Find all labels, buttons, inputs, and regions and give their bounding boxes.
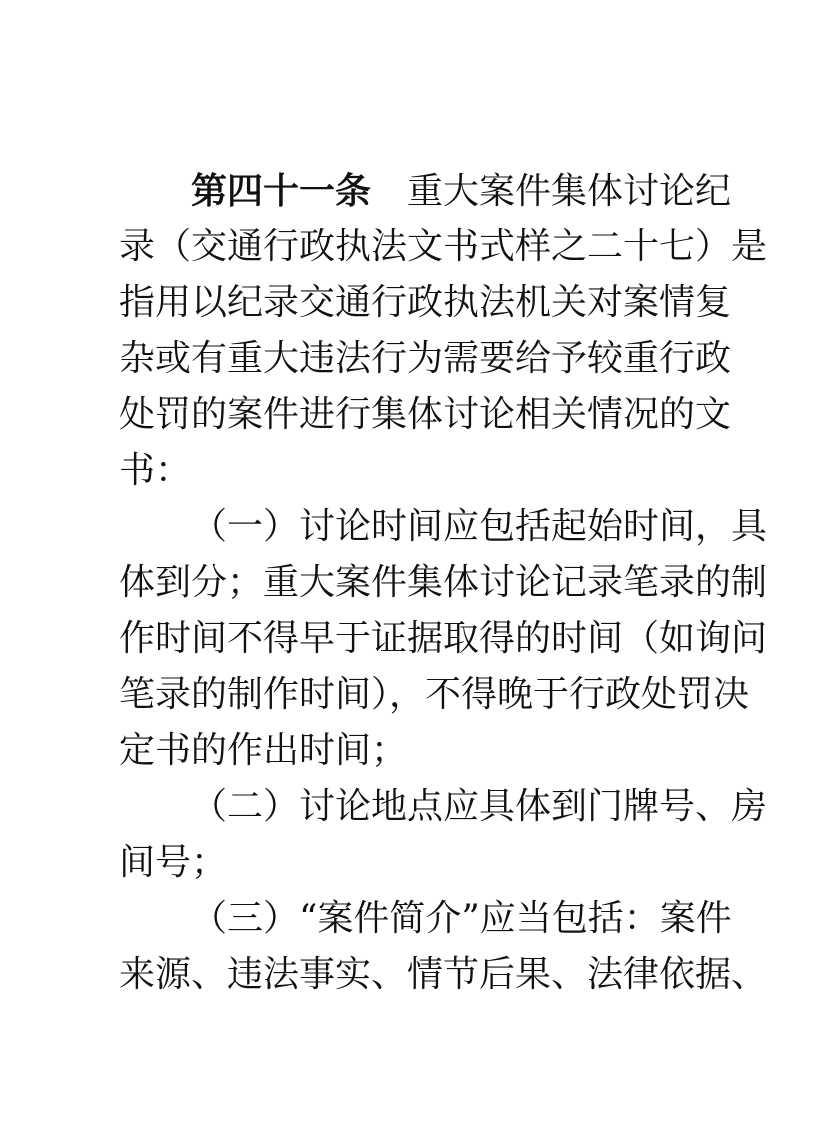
text-line: 体到分；重大案件集体讨论记录笔录的制: [119, 562, 768, 603]
text-line: 杂或有重大违法行为需要给予较重行政: [119, 338, 732, 379]
text-line: 指用以纪录交通行政执法机关对案情复: [119, 282, 732, 323]
text-line: 笔录的制作时间），不得晚于行政处罚决: [119, 674, 750, 715]
text-line: 来源、违法事实、情节后果、法律依据、: [119, 954, 768, 995]
article-heading: 第四十一条: [191, 170, 372, 212]
text-line: 处罚的案件进行集体讨论相关情况的文: [119, 394, 732, 435]
text-line: （一）讨论时间应包括起始时间，具: [191, 506, 768, 547]
text-line: 定书的作出时间；: [119, 730, 408, 771]
text-line: 第四十一条 重大案件集体讨论纪: [191, 170, 732, 212]
text-line: 录（交通行政执法文书式样之二十七）是: [119, 226, 768, 267]
clause-1-paragraph: [119, 499, 768, 779]
clause-2-paragraph: [119, 779, 768, 891]
text-line: （二）讨论地点应具体到门牌号、房: [191, 786, 768, 827]
text-line: 间号；: [119, 842, 228, 883]
text-line: （三）“案件简介”应当包括：案件: [191, 898, 732, 939]
text-line: 作时间不得早于证据取得的时间（如询问: [119, 618, 768, 659]
article-body: [119, 163, 768, 1003]
article-intro-paragraph: [119, 163, 768, 499]
clause-3-paragraph: [119, 891, 768, 1003]
text-line: 书：: [119, 450, 192, 491]
